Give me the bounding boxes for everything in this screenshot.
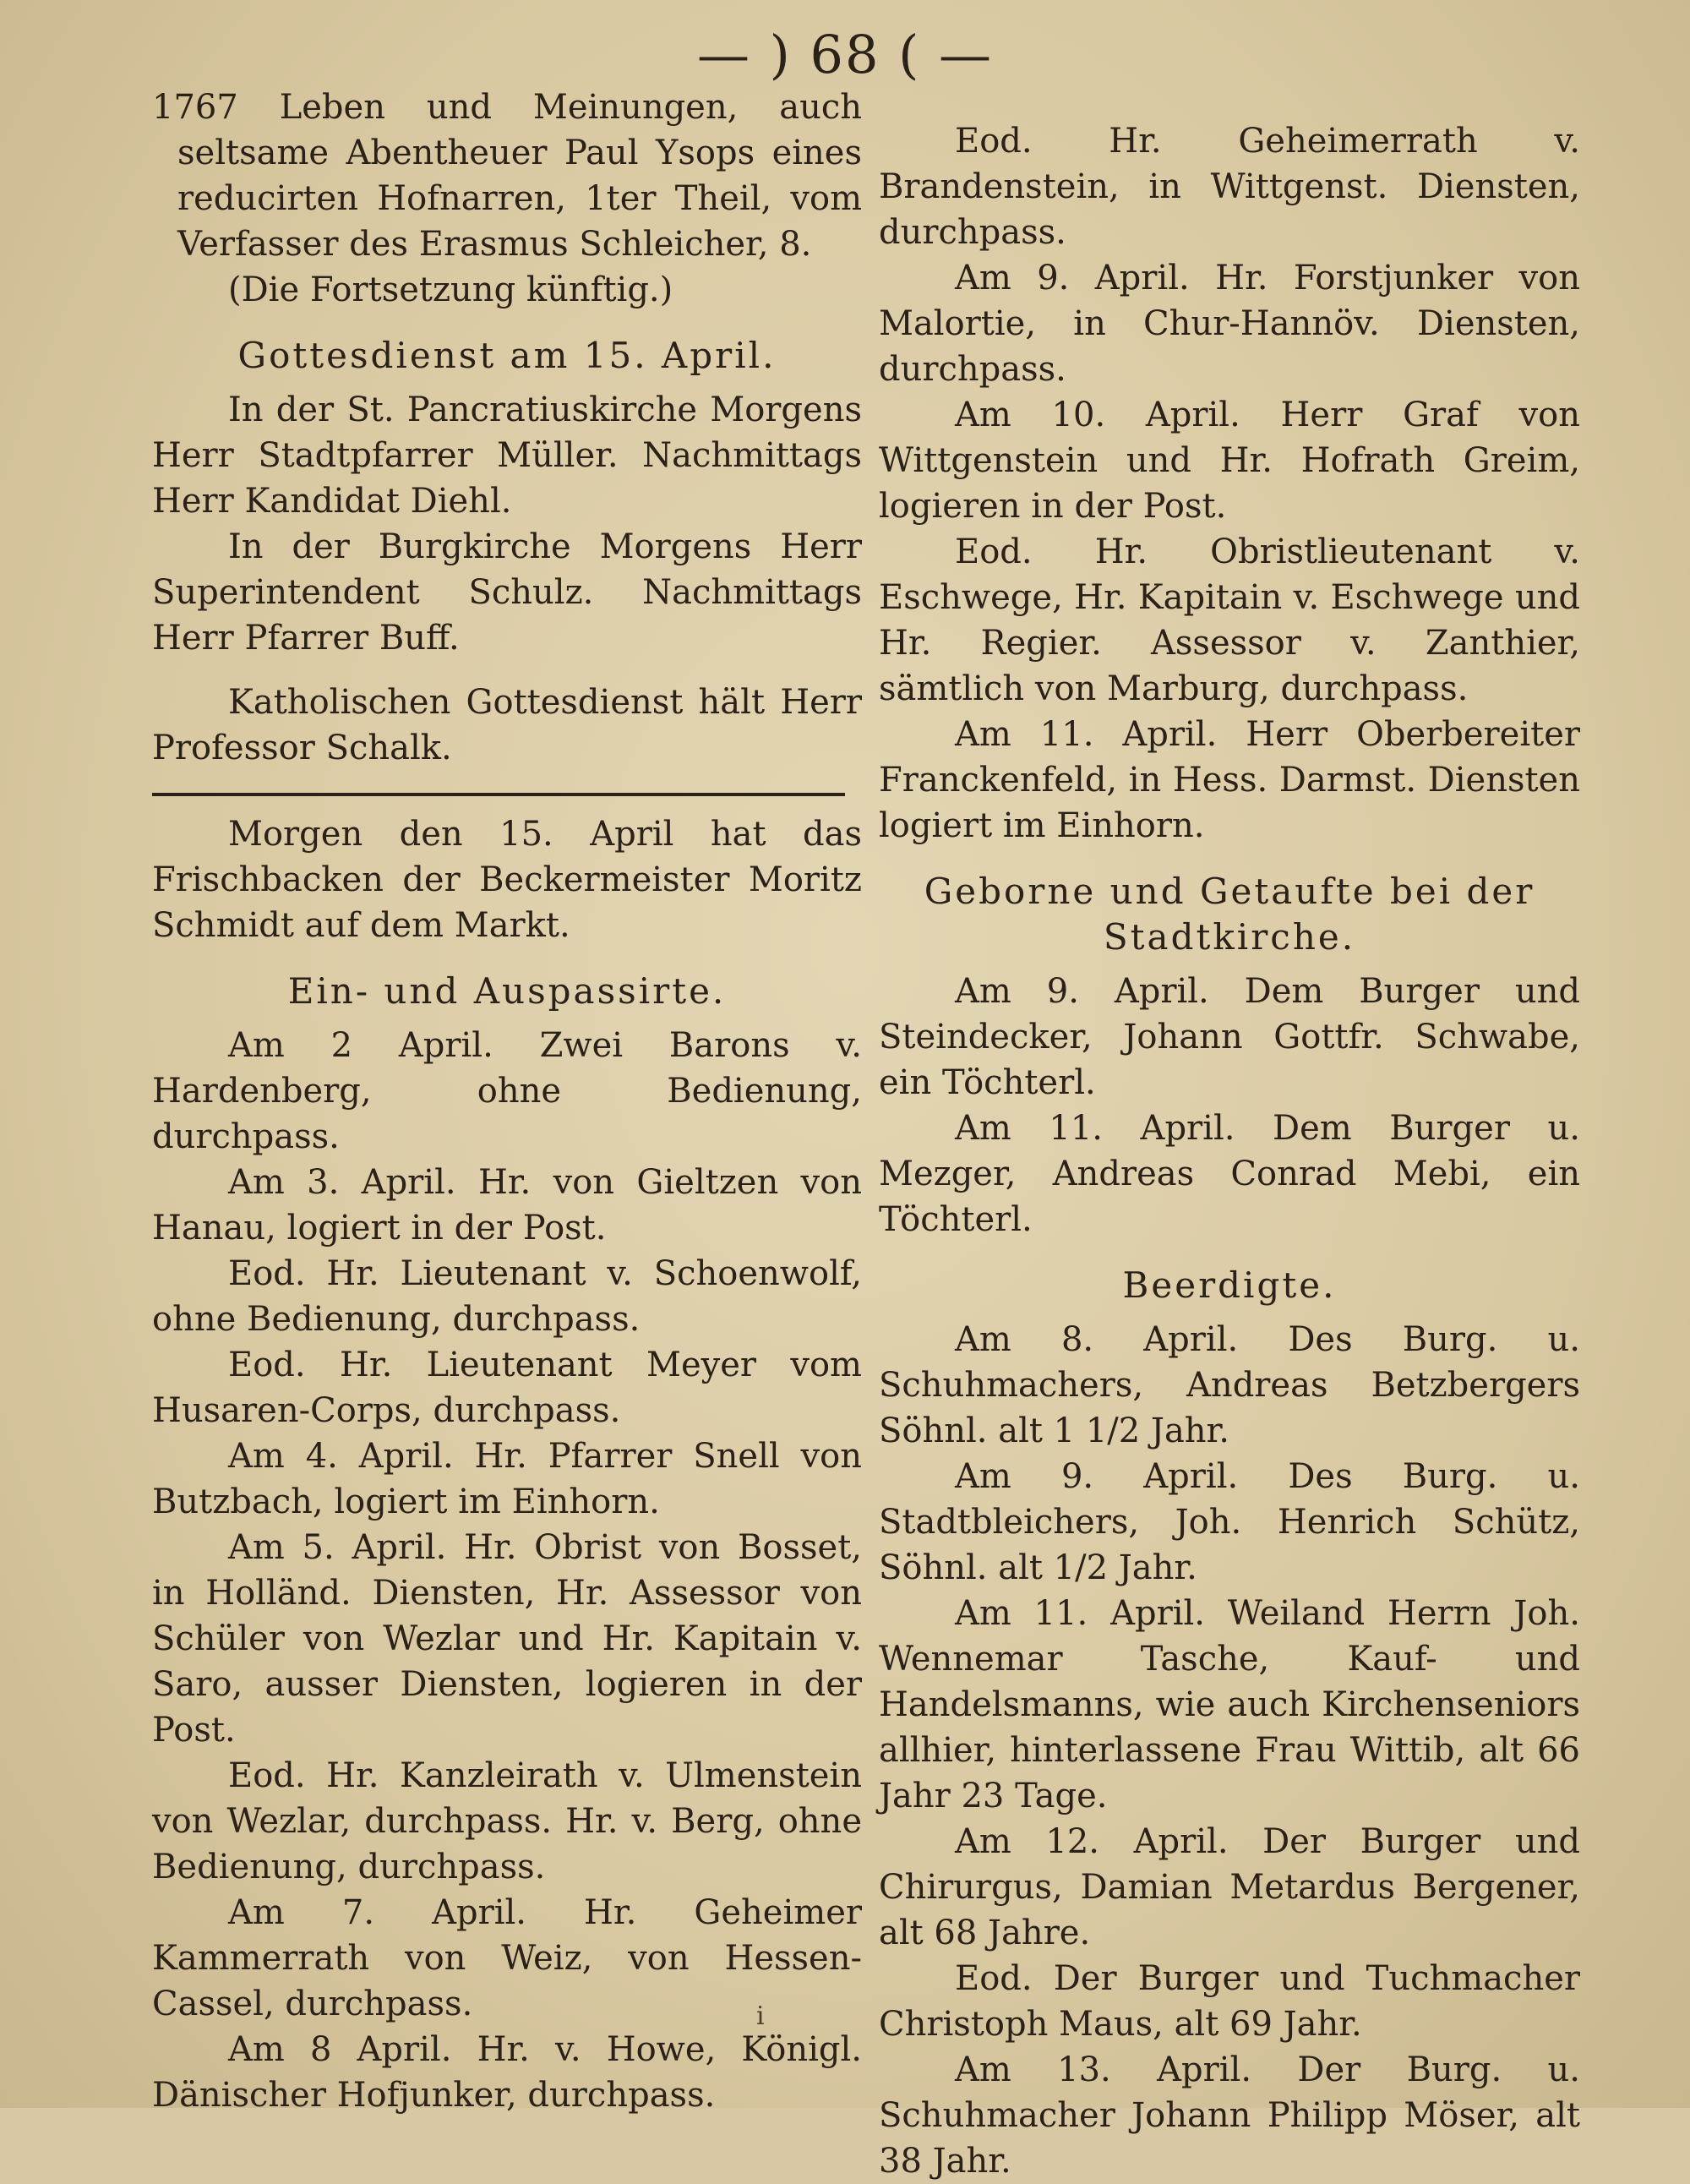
arrival-entry: Am 9. April. Hr. Forstjunker von Malortie, in Chur-Hannöv. Diensten, durchpass. (879, 259, 1580, 389)
left-column (152, 85, 862, 2118)
book-entry: 1767 Leben und Meinungen, auch seltsame Abentheuer Paul Ysops eines reducirten Hofnarren, 1ter Theil, vom Verfasser des Erasmus Schleicher, 8. (152, 88, 862, 264)
arrival-entry: Am 7. April. Hr. Geheimer Kammerrath von Weiz, von Hessen-Cassel, durchpass. (152, 1893, 862, 2023)
worship-pancratius: In der St. Pancratiuskirche Morgens Herr Stadtpfarrer Müller. Nachmittags Herr Kandidat Diehl. (152, 390, 862, 521)
birth-entry: Am 9. April. Dem Burger und Steindecker, Johann Gottfr. Schwabe, ein Töchterl. (879, 972, 1580, 1102)
burial-entry: Eod. Der Burger und Tuchmacher Christoph Maus, alt 69 Jahr. (879, 1959, 1580, 2044)
arrival-entry: Eod. Hr. Lieutenant v. Schoenwolf, ohne Bedienung, durchpass. (152, 1254, 862, 1339)
births-heading: Geborne und Getaufte bei der Stadtkirche. (924, 871, 1535, 958)
arrival-entry: Eod. Hr. Obristlieutenant v. Eschwege, Hr. Kapitain v. Eschwege und Hr. Regier. Assessor v. Zanthier, sämtlich von Marburg, durchpass. (879, 532, 1580, 708)
bakery-notice: Morgen den 15. April hat das Frischbacken der Beckermeister Moritz Schmidt auf dem Markt. (152, 815, 862, 945)
arrival-entry: Eod. Hr. Kanzleirath v. Ulmenstein von Wezlar, durchpass. Hr. v. Berg, ohne Bedienung, durchpass. (152, 1756, 862, 1886)
worship-catholic: Katholischen Gottesdienst hält Herr Professor Schalk. (152, 683, 862, 767)
page-number: — ) 68 ( — (696, 24, 994, 85)
burial-entry: Am 13. April. Der Burg. u. Schuhmacher Johann Philipp Möser, alt 38 Jahr. (879, 2050, 1580, 2181)
arrival-entry: Am 10. April. Herr Graf von Wittgenstein und Hr. Hofrath Greim, logieren in der Post. (879, 396, 1580, 526)
arrival-entry: Am 5. April. Hr. Obrist von Bosset, in Holländ. Diensten, Hr. Assessor von Schüler von Wezlar und Hr. Kapitain v. Saro, ausser Diensten, logieren in der Post. (152, 1528, 862, 1750)
section-divider (152, 793, 845, 796)
arrival-entry: Am 8 April. Hr. v. Howe, Königl. Dänischer Hofjunker, durchpass. (152, 2030, 862, 2115)
burial-entry: Am 8. April. Des Burg. u. Schuhmachers, Andreas Betzbergers Söhnl. alt 1 1/2 Jahr. (879, 1320, 1580, 1450)
right-column (879, 118, 1580, 2184)
burials-heading: Beerdigte. (1122, 1264, 1337, 1306)
birth-entry: Am 11. April. Dem Burger u. Mezger, Andreas Conrad Mebi, ein Töchterl. (879, 1109, 1580, 1239)
arrival-entry: Am 4. April. Hr. Pfarrer Snell von Butzbach, logiert im Einhorn. (152, 1437, 862, 1521)
burial-entry: Am 9. April. Des Burg. u. Stadtbleichers, Joh. Henrich Schütz, Söhnl. alt 1/2 Jahr. (879, 1457, 1580, 1587)
burial-entry: Am 12. April. Der Burger und Chirurgus, Damian Metardus Bergener, alt 68 Jahre. (879, 1822, 1580, 1952)
arrival-entry: Am 3. April. Hr. von Gieltzen von Hanau, logiert in der Post. (152, 1163, 862, 1248)
arrival-entry: Am 2 April. Zwei Barons v. Hardenberg, ohne Bedienung, durchpass. (152, 1026, 862, 1156)
burial-entry: Am 11. April. Weiland Herrn Joh. Wennemar Tasche, Kauf- und Handelsmanns, wie auch Kirchenseniors allhier, hinterlassene Frau Wittib, alt 66 Jahr 23 Tage. (879, 1594, 1580, 1815)
arrival-entry: Am 11. April. Herr Oberbereiter Franckenfeld, in Hess. Darmst. Diensten logiert im Einhorn. (879, 715, 1580, 845)
arrivals-heading: Ein- und Auspassirte. (287, 970, 727, 1012)
footer-mark: i (756, 2001, 765, 2031)
worship-burgkirche: In der Burgkirche Morgens Herr Superintendent Schulz. Nachmittags Herr Pfarrer Buff. (152, 527, 862, 658)
worship-heading: Gottesdienst am 15. April. (237, 335, 777, 376)
arrival-entry: Eod. Hr. Lieutenant Meyer vom Husaren-Corps, durchpass. (152, 1346, 862, 1430)
continuation-note: (Die Fortsetzung künftig.) (228, 270, 673, 309)
arrival-entry: Eod. Hr. Geheimerrath v. Brandenstein, in Wittgenst. Diensten, durchpass. (879, 122, 1580, 252)
